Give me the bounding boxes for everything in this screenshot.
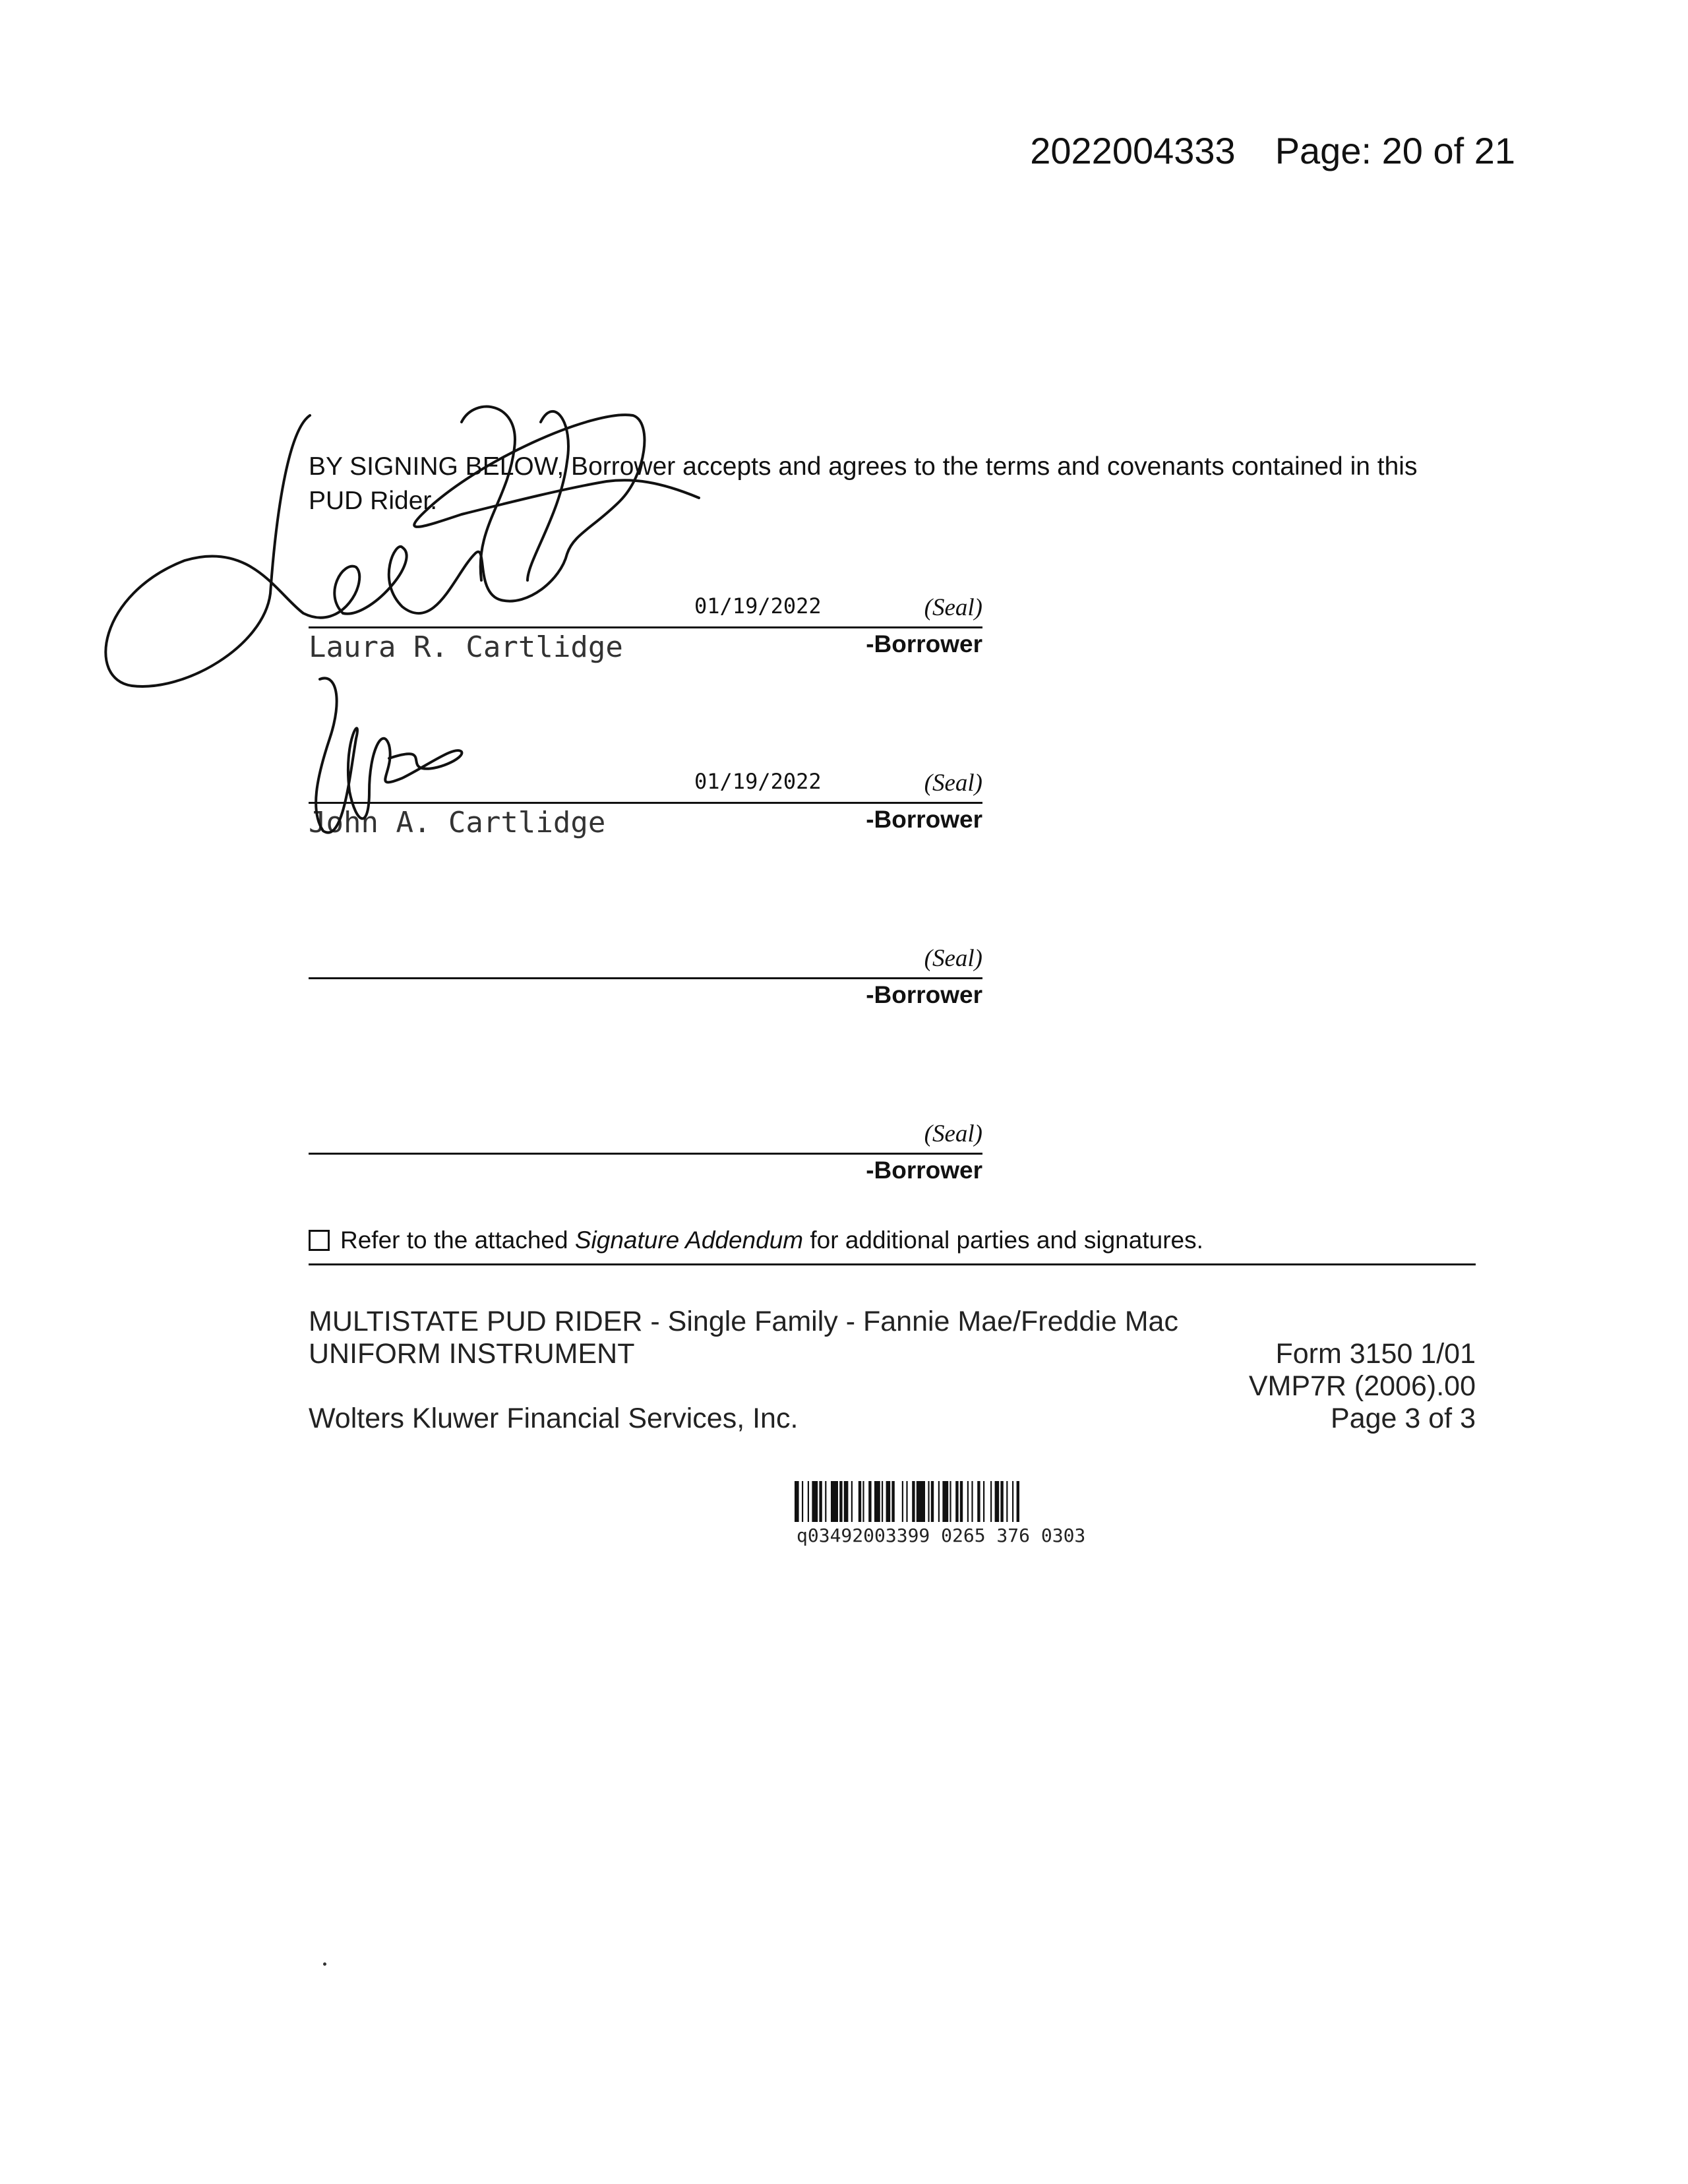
barcode-bar <box>874 1481 880 1522</box>
form-number: Form 3150 1/01 <box>1275 1338 1476 1370</box>
form-title: MULTISTATE PUD RIDER - Single Family - Fannie Mae/Freddie Mac <box>309 1306 1178 1337</box>
barcode-bar <box>1012 1481 1013 1522</box>
barcode-bar <box>868 1481 871 1522</box>
signature-date: 01/19/2022 <box>694 769 822 794</box>
seal-label: (Seal) <box>924 945 982 972</box>
borrower-label: -Borrower <box>866 806 982 833</box>
barcode-bar <box>950 1481 951 1522</box>
borrower-label: -Borrower <box>866 981 982 1008</box>
barcode-bar <box>906 1481 907 1522</box>
barcode-bar <box>960 1481 963 1522</box>
addendum-title: Signature Addendum <box>574 1227 804 1254</box>
barcode-bar <box>886 1481 891 1522</box>
barcode-bar <box>1006 1481 1008 1522</box>
signature-line <box>309 802 982 804</box>
barcode-bar <box>912 1481 915 1522</box>
form-instrument-label: UNIFORM INSTRUMENT <box>309 1338 635 1370</box>
barcode-bar <box>902 1481 903 1522</box>
signature-block-1 <box>309 593 982 673</box>
scan-speck <box>323 1962 326 1966</box>
signature-addendum-note <box>309 1227 1476 1265</box>
signer-name: John A. Cartlidge <box>309 806 606 839</box>
seal-label: (Seal) <box>924 594 982 621</box>
signature-block-3 <box>309 944 982 1023</box>
barcode-bar <box>851 1481 853 1522</box>
barcode-bar <box>977 1481 980 1522</box>
barcode-bar <box>917 1481 925 1522</box>
signature-line <box>309 1153 982 1155</box>
barcode-bar <box>942 1481 948 1522</box>
addendum-prefix: Refer to the attached <box>340 1227 568 1254</box>
document-number: 2022004333 <box>1030 130 1236 171</box>
seal-label: (Seal) <box>924 1120 982 1147</box>
barcode-bar <box>819 1481 822 1522</box>
barcode-bar <box>831 1481 838 1522</box>
signature-date: 01/19/2022 <box>694 593 822 619</box>
barcode-bar <box>1000 1481 1003 1522</box>
signature-line <box>309 626 982 628</box>
addendum-suffix: for additional parties and signatures. <box>810 1227 1203 1254</box>
recording-page-number: Page: 20 of 21 <box>1275 130 1515 171</box>
barcode-bar <box>938 1481 940 1522</box>
barcode-bar <box>931 1481 934 1522</box>
barcode-bar <box>990 1481 992 1522</box>
recording-header <box>1030 129 1515 172</box>
barcode-bar <box>859 1481 861 1522</box>
barcode-bar <box>862 1481 864 1522</box>
seal-label: (Seal) <box>924 770 982 797</box>
signature-block-4 <box>309 1120 982 1199</box>
barcode-bar <box>812 1481 818 1522</box>
form-page-number: Page 3 of 3 <box>1331 1403 1476 1434</box>
barcode-bar <box>795 1481 799 1522</box>
barcode-bar <box>802 1481 803 1522</box>
barcode-bar <box>955 1481 958 1522</box>
vmp-code: VMP7R (2006).00 <box>1248 1370 1476 1402</box>
signing-statement: BY SIGNING BELOW, Borrower accepts and agrees to the terms and covenants contained in this PUD Rider. <box>309 452 1418 515</box>
barcode-number: q03492003399 0265 376 0303 <box>797 1525 1086 1546</box>
barcode-bar <box>967 1481 969 1522</box>
barcode-bar <box>983 1481 984 1522</box>
barcode-bar <box>825 1481 826 1522</box>
barcode-bar <box>808 1481 809 1522</box>
form-footer <box>309 1306 1476 1435</box>
barcode-bar <box>1017 1481 1019 1522</box>
publisher-name: Wolters Kluwer Financial Services, Inc. <box>309 1403 799 1434</box>
barcode-bar <box>891 1481 894 1522</box>
barcode-bar <box>882 1481 883 1522</box>
borrower-label: -Borrower <box>866 1157 982 1184</box>
barcode-bar <box>971 1481 973 1522</box>
addendum-checkbox[interactable] <box>309 1230 330 1251</box>
barcode-bar <box>844 1481 849 1522</box>
barcode-bar <box>839 1481 842 1522</box>
signature-line <box>309 977 982 979</box>
signer-name: Laura R. Cartlidge <box>309 630 623 664</box>
borrower-label: -Borrower <box>866 630 982 657</box>
barcode-bar <box>995 1481 1000 1522</box>
barcode-bar <box>928 1481 929 1522</box>
signature-block-2 <box>309 769 982 848</box>
